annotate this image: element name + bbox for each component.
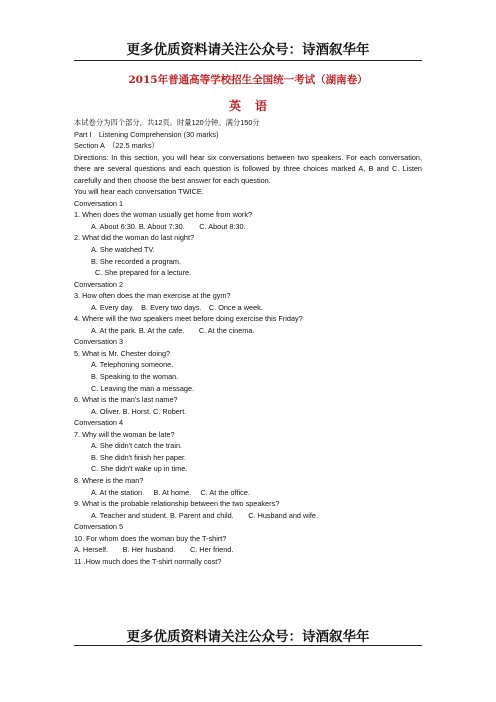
banner-bottom-rule (74, 645, 422, 646)
question-9-options: A. Teacher and student. B. Parent and child. C. Husband and wife. (91, 510, 319, 520)
question-7-option-b: B. She didn't finish her paper. (91, 452, 187, 462)
question-11: 11 .How much does the T-shirt normally cost? (74, 556, 222, 566)
question-4-options: A. At the park. B. At the cafe. C. At the cinema. (91, 325, 255, 335)
part-heading: Part Ⅰ Listening Comprehension (30 marks) (74, 129, 219, 139)
intro-line: 本试卷分为四个部分，共12页。时量120分钟。满分150分 (74, 118, 260, 127)
exam-content (74, 117, 422, 567)
section-heading: Section A （22.5 marks） (74, 141, 159, 151)
question-7-option-c: C. She didn't wake up in time. (91, 464, 188, 474)
banner-bottom: 更多优质资料请关注公众号：诗酒叙华年 (126, 629, 370, 645)
question-5-option-b: B. Speaking to the woman. (91, 372, 179, 382)
question-2-option-c: C. She prepared for a lecture. (95, 268, 192, 278)
banner-top: 更多优质资料请关注公众号：诗酒叙华年 (126, 42, 370, 58)
hear-twice-note: You will hear each conversation TWICE. (74, 187, 204, 197)
question-7: 7. Why will the woman be late? (74, 429, 175, 439)
question-9: 9. What is the probable relationship between the two speakers? (74, 499, 280, 509)
question-5-option-a: A. Telephoning someone. (91, 360, 174, 370)
exam-title: 2015年普通高等学校招生全国统一考试（湖南卷） (128, 74, 368, 86)
question-10: 10. For whom does the woman buy the T-shirt? (74, 533, 227, 543)
question-5-option-c: C. Leaving the man a message. (91, 383, 195, 393)
question-1-options: A. About 6:30. B. About 7:30. C. About 8:30. (91, 221, 246, 231)
question-7-option-a: A. She didn't catch the train. (91, 441, 183, 451)
banner-top-rule (74, 60, 422, 61)
conversation-4-label: Conversation 4 (74, 418, 124, 428)
question-10-options: A. Herself. B. Her husband. C. Her friend. (74, 545, 234, 555)
conversation-1-label: Conversation 1 (74, 198, 124, 208)
question-3-options: A. Every day. B. Every two days. C. Once a week. (91, 302, 263, 312)
question-6: 6. What is the man's last name? (74, 395, 178, 405)
directions-paragraph: Directions: In this section, you will hear six conversations between two speakers. For each conversation, there are several questions and each question is followed by three choices marked A, B and C. Listen carefully and then choose the best answer for each question. (74, 152, 422, 185)
conversation-2-label: Conversation 2 (74, 279, 124, 289)
question-2-option-b: B. She recorded a program. (91, 256, 182, 266)
subject-heading: 英语 (228, 99, 281, 113)
question-8: 8. Where is the man? (74, 475, 144, 485)
question-2-option-a: A. She watched TV. (91, 245, 155, 255)
conversation-3-label: Conversation 3 (74, 337, 124, 347)
question-2: 2. What did the woman do last night? (74, 233, 195, 243)
question-8-options: A. At the station. B. At home. C. At the office. (91, 487, 250, 497)
question-1: 1. When does the woman usually get home from work? (74, 210, 253, 220)
question-5: 5. What is Mr. Chester doing? (74, 348, 171, 358)
question-6-options: A. Oliver. B. Horst. C. Robert. (91, 406, 187, 416)
question-4: 4. Where will the two speakers meet before doing exercise this Friday? (74, 314, 303, 324)
question-3: 3. How often does the man exercise at the gym? (74, 291, 231, 301)
conversation-5-label: Conversation 5 (74, 522, 124, 532)
